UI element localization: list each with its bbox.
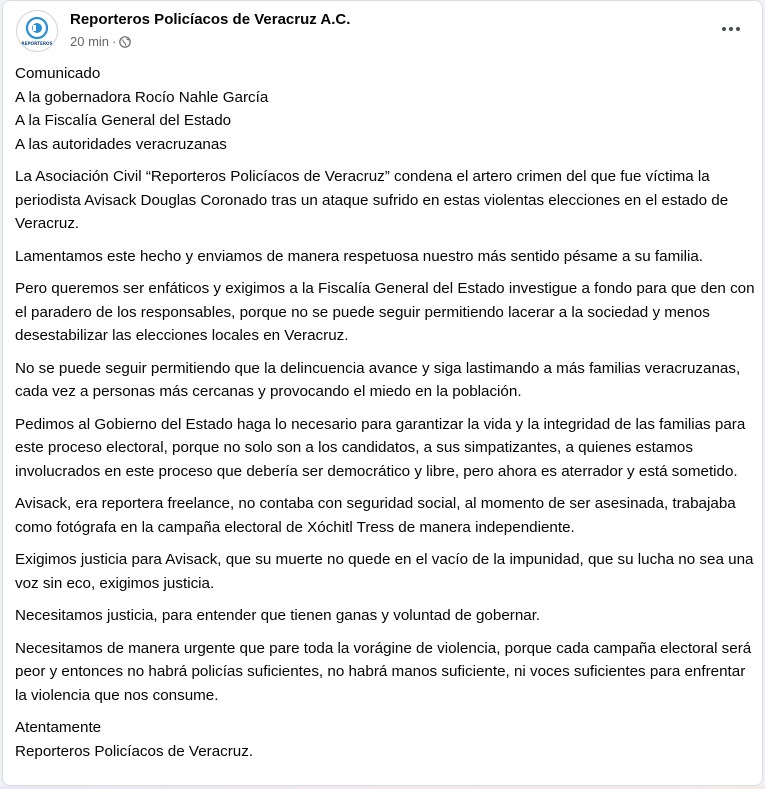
body-paragraph: Lamentamos este hecho y enviamos de manera respetuosa nuestro más sentido pésame a su familia.: [15, 247, 704, 265]
avatar[interactable]: [16, 10, 58, 52]
body-paragraph: Avisack, era reportera freelance, no contaba con seguridad social, al momento de ser asesinada, trabajaba como fotógrafa en la campaña electoral de Xóchitl Tress de manera independiente.: [15, 495, 736, 536]
author-name[interactable]: Reporteros Policíacos de Veracruz A.C.: [70, 11, 351, 28]
more-horizontal-icon: [721, 26, 741, 32]
post-time[interactable]: 20 min: [70, 34, 110, 49]
post-meta: [70, 34, 131, 49]
body-paragraph: Pero queremos ser enfáticos y exigimos a la Fiscalía General del Estado investigue a fondo para que den con el paradero de los responsables, porque no se puede seguir permitiendo lacerar a la sociedad y menos desestabilizar las elecciones locales en Veracruz.: [15, 280, 755, 344]
body-paragraph: Necesitamos de manera urgente que pare toda la vorágine de violencia, porque cada campaña electoral será peor y entonces no habrá policías suficientes, no habrá manos suficiente, ni voces suficientes para enfrentar la violencia que nos consume.: [15, 639, 752, 704]
post-header: [16, 10, 756, 54]
more-options-button[interactable]: [716, 14, 746, 44]
post-card: [2, 0, 763, 786]
body-paragraph: Necesitamos justicia, para entender que tienen ganas y voluntad de gobernar.: [15, 607, 541, 624]
greeting-block: [15, 62, 757, 156]
body-paragraph: No se puede seguir permitiendo que la delincuencia avance y siga lastimando a más familias veracruzanas, cada vez a personas más cercanas y provocando el miedo en la población.: [15, 359, 741, 400]
greeting-line: Comunicado: [15, 65, 101, 82]
greeting-line: A la gobernadora Rocío Nahle García: [15, 88, 269, 106]
logo-text: REPORTEROS: [21, 41, 53, 46]
greeting-line: A la Fiscalía General del Estado: [15, 112, 232, 129]
logo-icon: [17, 11, 57, 51]
signature: Reporteros Policíacos de Veracruz.: [15, 742, 254, 760]
closing-line: Atentamente: [15, 719, 102, 736]
globe-icon[interactable]: [119, 36, 131, 48]
closing-block: [15, 716, 757, 763]
greeting-line: A las autoridades veracruzanas: [15, 135, 227, 153]
body-paragraph: Pedimos al Gobierno del Estado haga lo necesario para garantizar la vida y la integridad de las familias para este proceso electoral, porque no solo son a los candidatos, a sus simpatizantes, a quienes estamos involucrados en este proceso que debería ser democrático y libre, pero ahora es aterrador y está sometido.: [15, 415, 746, 480]
meta-separator: ·: [112, 34, 117, 49]
post-body: [15, 62, 757, 772]
body-paragraph: Exigimos justicia para Avisack, que su muerte no quede en el vacío de la impunidad, que su lucha no sea una voz sin eco, exigimos justicia.: [15, 551, 754, 592]
body-paragraph: La Asociación Civil “Reporteros Policíacos de Veracruz” condena el artero crimen del que fue víctima la periodista Avisack Douglas Coronado tras un ataque sufrido en estas violentas elecciones en el estado de Veracruz.: [15, 168, 729, 232]
